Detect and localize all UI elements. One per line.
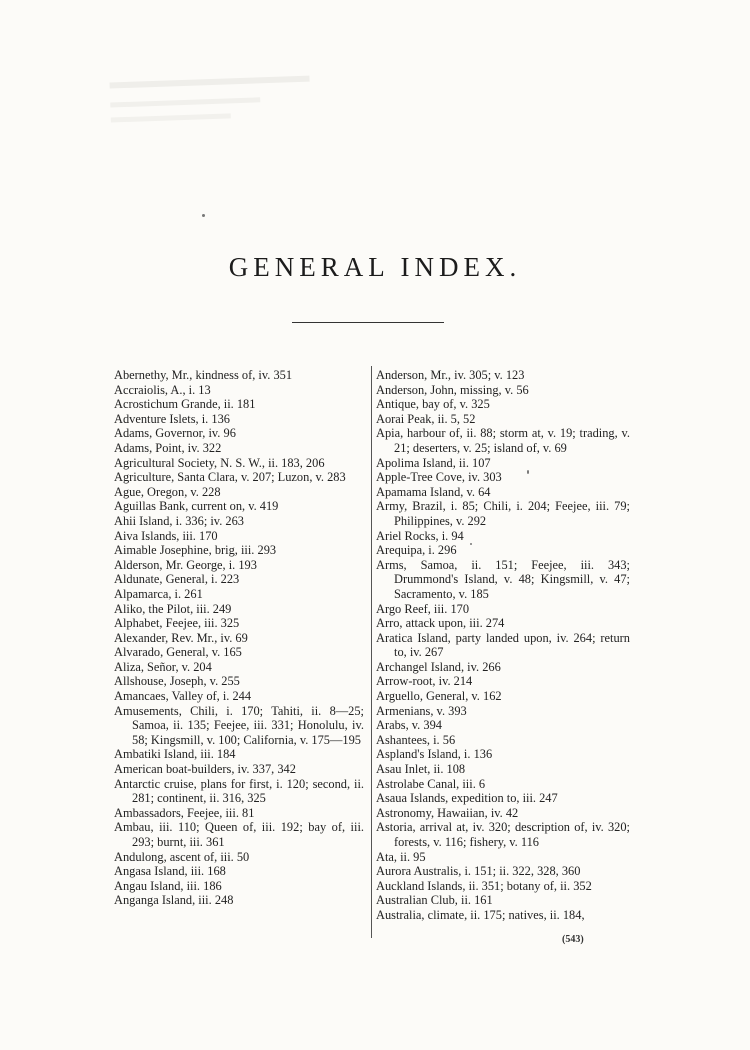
index-entry: Aldunate, General, i. 223 [114, 572, 240, 587]
index-entry: Ata, ii. 95 [376, 849, 426, 864]
index-columns [114, 368, 630, 958]
index-entry: Allshouse, Joseph, v. 255 [114, 674, 240, 689]
index-entry: Astoria, arrival at, iv. 320; description of, iv. 320; forests, v. 116; fishery, v. 116 [376, 820, 630, 849]
paper-speck [202, 214, 205, 217]
index-entry: Angau Island, iii. 186 [114, 878, 222, 893]
index-entry: Australian Club, ii. 161 [376, 893, 493, 908]
index-entry: Alexander, Rev. Mr., iv. 69 [114, 630, 248, 645]
index-entry: Arro, attack upon, iii. 274 [376, 616, 505, 631]
index-entry: Asau Inlet, ii. 108 [376, 762, 466, 777]
page-title: GENERAL INDEX. [228, 252, 522, 282]
index-entry: Aratica Island, party landed upon, iv. 264; return to, iv. 267 [376, 630, 630, 660]
index-entry: Alpamarca, i. 261 [114, 586, 203, 601]
page-number: (543) [562, 934, 584, 945]
index-entry: Astrolabe Canal, iii. 6 [376, 776, 486, 791]
index-entry: Antarctic cruise, plans for first, i. 120; second, ii. 281; continent, ii. 316, 325 [114, 776, 364, 806]
index-entry: Alphabet, Feejee, iii. 325 [114, 616, 240, 631]
index-entry: Alvarado, General, v. 165 [114, 645, 242, 660]
index-entry: Accraiolis, A., i. 13 [114, 382, 211, 397]
index-entry: Ague, Oregon, v. 228 [114, 484, 221, 499]
index-entry: Asaua Islands, expedition to, iii. 247 [376, 791, 558, 806]
index-entry: Alderson, Mr. George, i. 193 [114, 557, 257, 572]
index-entry: Ambatiki Island, iii. 184 [114, 747, 236, 762]
index-column-left [114, 368, 364, 908]
index-entry: Australia, climate, ii. 175; natives, ii. 184, [376, 907, 585, 922]
index-entry: Anderson, John, missing, v. 56 [376, 382, 529, 397]
index-entry: Agricultural Society, N. S. W., ii. 183, 206 [114, 455, 325, 470]
index-entry: Astronomy, Hawaiian, iv. 42 [376, 805, 519, 820]
index-entry: Armenians, v. 393 [376, 703, 467, 718]
index-entry: Amusements, Chili, i. 170; Tahiti, ii. 8—25; Samoa, ii. 135; Feejee, iii. 331; Honolulu, iv. 58; Kingsmill, v. 100; California, v. 175—195 [114, 703, 364, 747]
index-entry: Arabs, v. 394 [376, 718, 442, 733]
index-entry: Anderson, Mr., iv. 305; v. 123 [376, 368, 525, 382]
index-entry: Ahii Island, i. 336; iv. 263 [114, 513, 244, 528]
paper-speck [527, 470, 529, 474]
index-entry: Archangel Island, iv. 266 [376, 659, 501, 674]
index-entry: Aorai Peak, ii. 5, 52 [376, 411, 476, 426]
bleed-through-text [109, 65, 371, 122]
index-entry: Ariel Rocks, i. 94 [376, 528, 464, 543]
index-entry: Apamama Island, v. 64 [376, 484, 491, 499]
index-entry: Amancaes, Valley of, i. 244 [114, 689, 252, 704]
index-entry: Aguillas Bank, current on, v. 419 [114, 499, 279, 514]
index-entry: Aliko, the Pilot, iii. 249 [114, 601, 232, 616]
index-entry: Adams, Point, iv. 322 [114, 440, 222, 455]
index-entry: Arms, Samoa, ii. 151; Feejee, iii. 343; Drummond's Island, v. 48; Kingsmill, v. 47; Sacramento, v. 185 [376, 557, 630, 601]
index-entry: Anganga Island, iii. 248 [114, 893, 234, 908]
index-entry: Apple-Tree Cove, iv. 303 [376, 470, 502, 485]
index-entry: Apolima Island, ii. 107 [376, 455, 491, 470]
index-entry: Ashantees, i. 56 [376, 732, 456, 747]
index-entry: Auckland Islands, ii. 351; botany of, ii. 352 [376, 878, 592, 893]
title-rule [292, 322, 444, 323]
index-entry: Apia, harbour of, ii. 88; storm at, v. 19; trading, v. 21; deserters, v. 25; island of, v. 69 [376, 426, 630, 455]
index-entry: Andulong, ascent of, iii. 50 [114, 849, 250, 864]
index-entry: Angasa Island, iii. 168 [114, 864, 226, 879]
index-entry: Ambau, iii. 110; Queen of, iii. 192; bay of, iii. 293; burnt, iii. 361 [114, 820, 364, 849]
index-entry: Acrostichum Grande, ii. 181 [114, 397, 256, 412]
index-entry: Ambassadors, Feejee, iii. 81 [114, 805, 255, 820]
index-entry: Aimable Josephine, brig, iii. 293 [114, 543, 277, 558]
index-entry: Antique, bay of, v. 325 [376, 397, 490, 412]
index-entry: Aurora Australis, i. 151; ii. 322, 328, 360 [376, 864, 581, 879]
index-entry: Army, Brazil, i. 85; Chili, i. 204; Feejee, iii. 79; Philippines, v. 292 [376, 499, 630, 528]
index-entry: Arrow-root, iv. 214 [376, 674, 473, 689]
index-entry: Arguello, General, v. 162 [376, 689, 502, 704]
index-entry: Aiva Islands, iii. 170 [114, 528, 218, 543]
index-entry: Aliza, Señor, v. 204 [114, 659, 212, 674]
index-entry: Adventure Islets, i. 136 [114, 411, 230, 426]
index-entry: Agriculture, Santa Clara, v. 207; Luzon, v. 283 [114, 470, 346, 485]
index-entry: American boat-builders, iv. 337, 342 [114, 762, 296, 777]
index-entry: Argo Reef, iii. 170 [376, 601, 470, 616]
index-entry: Abernethy, Mr., kindness of, iv. 351 [114, 368, 293, 382]
index-entry: Adams, Governor, iv. 96 [114, 426, 236, 441]
index-entry: Arequipa, i. 296 [376, 543, 457, 558]
index-entry: Aspland's Island, i. 136 [376, 747, 493, 762]
paper-speck [470, 543, 472, 545]
index-column-right [376, 368, 630, 923]
